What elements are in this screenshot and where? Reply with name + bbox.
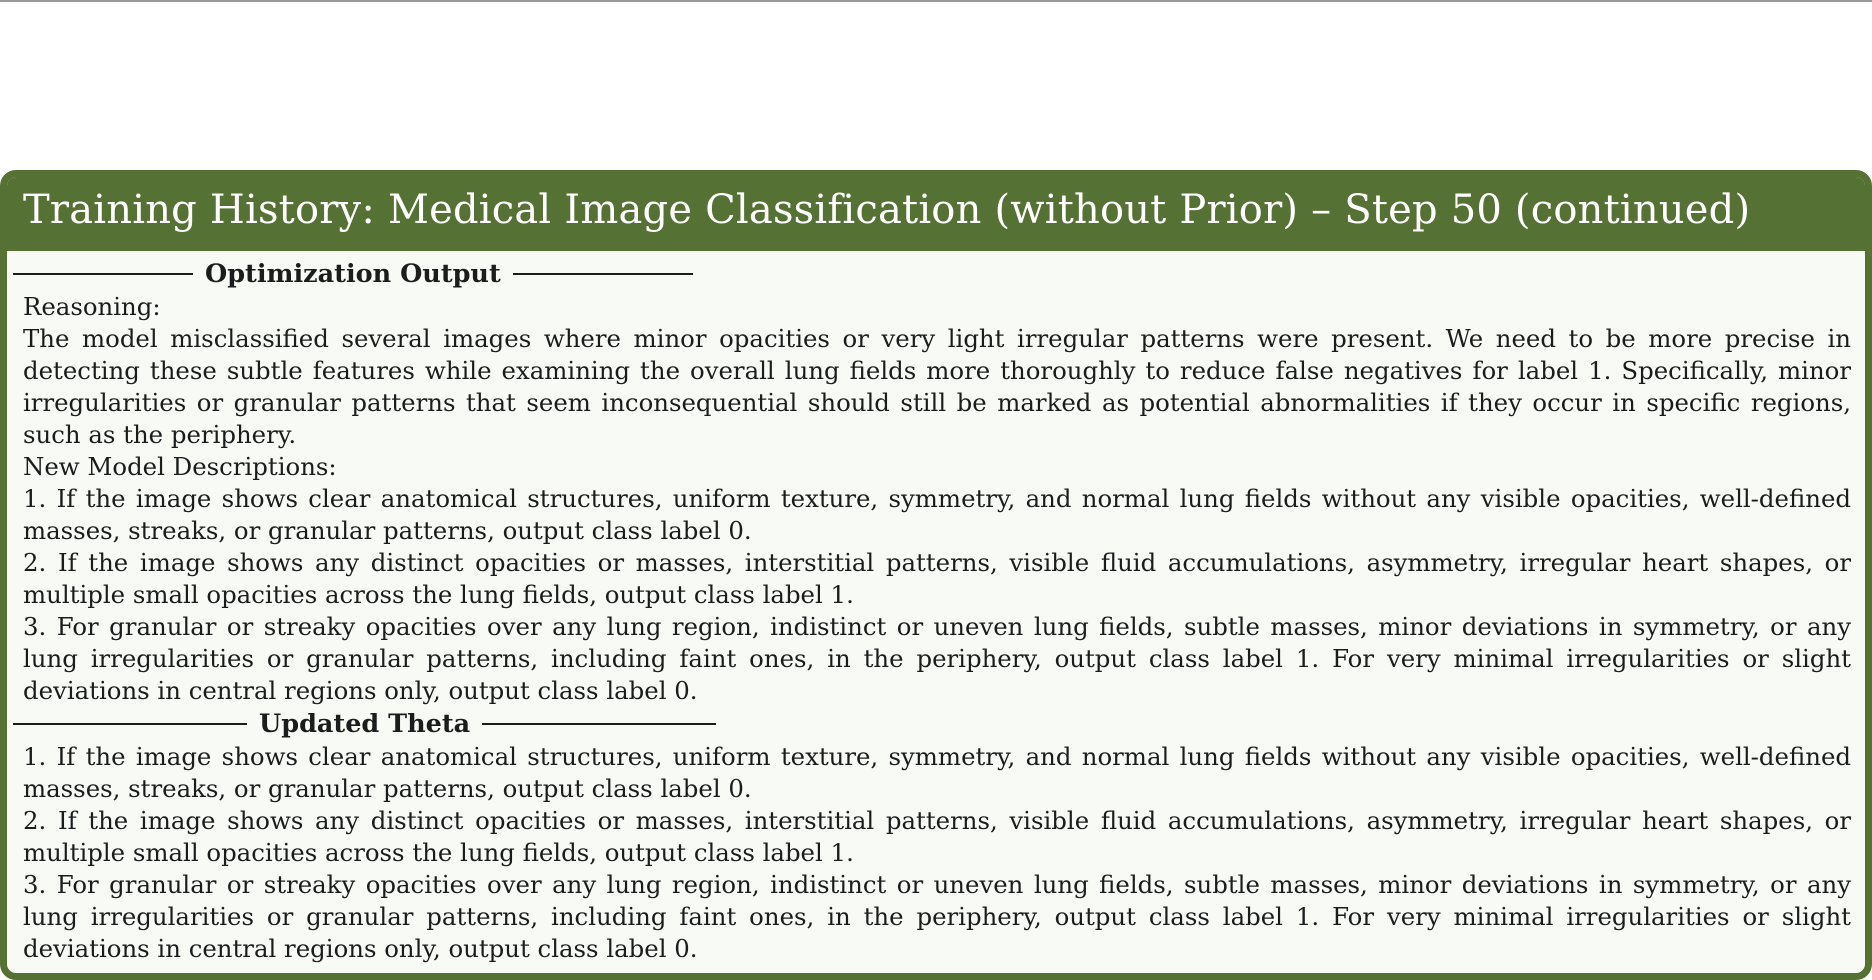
theta-item-3: 3. For granular or streaky opacities over any lung region, indistinct or uneven lung fields, subtle masses, minor deviations in symmetry, or any lung irregularities or granular patterns, including faint ones, in the periphery, output class label 1. For very minimal irregularities or slight deviations in central regions only, output class label 0. [23,870,1851,963]
box-title: Training History: Medical Image Classification (without Prior) – Step 50 (continued) [7,177,1865,251]
heading-rule-left [13,273,193,275]
description-item-2: 2. If the image shows any distinct opacities or masses, interstitial patterns, visible fluid accumulations, asymmetry, irregular heart shapes, or multiple small opacities across the lung fields, output class label 1. [23,548,1851,609]
description-item-3: 3. For granular or streaky opacities over any lung region, indistinct or uneven lung fields, subtle masses, minor deviations in symmetry, or any lung irregularities or granular patterns, including faint ones, in the periphery, output class label 1. For very minimal irregularities or slight deviations in central regions only, output class label 0. [23,612,1851,705]
optimization-output-label: Optimization Output [205,259,501,289]
updated-theta-heading [13,707,1851,741]
description-item-1: 1. If the image shows clear anatomical structures, uniform texture, symmetry, and normal lung fields without any visible opacities, well-defined masses, streaks, or granular patterns, output class label 0. [23,484,1851,545]
heading-rule-right [513,273,693,275]
heading-rule-left [13,723,247,725]
heading-rule-right [482,723,716,725]
box-body [7,257,1865,965]
theta-item-1: 1. If the image shows clear anatomical structures, uniform texture, symmetry, and normal lung fields without any visible opacities, well-defined masses, streaks, or granular patterns, output class label 0. [23,742,1851,803]
reasoning-text: The model misclassified several images where minor opacities or very light irregular patterns were present. We need to be more precise in detecting these subtle features while examining the overall lung fields more thoroughly to reduce false negatives for label 1. Specifically, minor irregularities or granular patterns that seem inconsequential should still be marked as potential abnormalities if they occur in specific regions, such as the periphery. [23,324,1851,449]
training-history-box [0,170,1872,980]
descriptions-label: New Model Descriptions: [23,452,337,481]
reasoning-label: Reasoning: [23,292,161,321]
updated-theta-label: Updated Theta [259,709,471,739]
theta-item-2: 2. If the image shows any distinct opacities or masses, interstitial patterns, visible fluid accumulations, asymmetry, irregular heart shapes, or multiple small opacities across the lung fields, output class label 1. [23,806,1851,867]
optimization-output-heading [13,257,1851,291]
top-divider [0,0,1872,2]
